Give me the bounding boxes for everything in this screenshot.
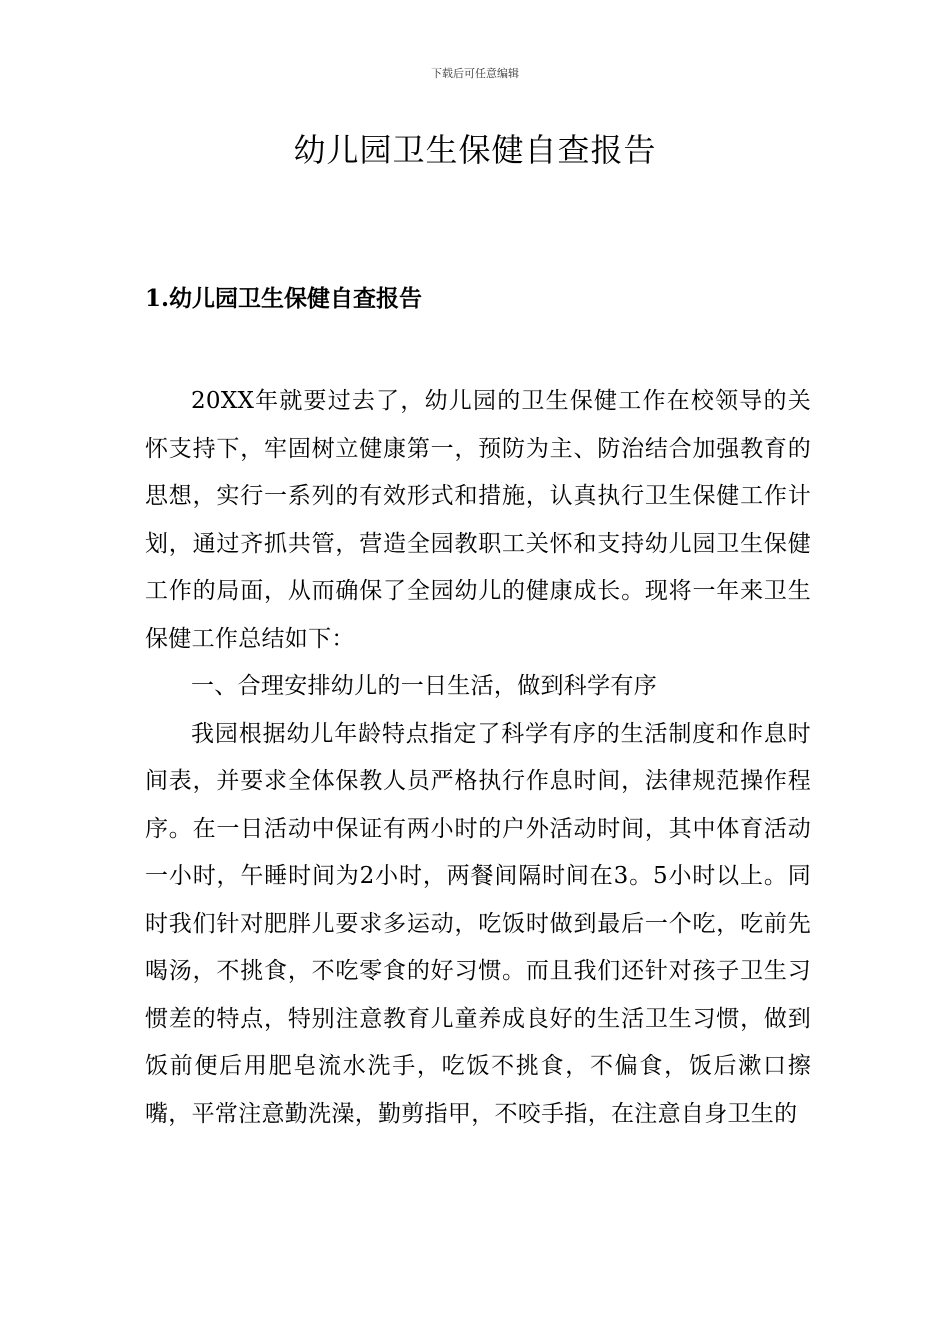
section-heading: 1.幼儿园卫生保健自查报告: [145, 285, 423, 312]
paragraph-intro: 20XX年就要过去了，幼儿园的卫生保健工作在校领导的关怀支持下，牢固树立健康第一，预防为主、防治结合加强教育的思想，实行一系列的有效形式和措施，认真执行卫生保健工作计划，通过齐抓共管，营造全园教职工关怀和支持幼儿园卫生保健工作的局面，从而确保了全园幼儿的健康成长。现将一年来卫生保健工作总结如下：: [145, 388, 811, 652]
paragraph-daily-life: 我园根据幼儿年龄特点指定了科学有序的生活制度和作息时间表，并要求全体保教人员严格执行作息时间，法律规范操作程序。在一日活动中保证有两小时的户外活动时间，其中体育活动一小时，午睡时间为2小时，两餐间隔时间在3。5小时以上。同时我们针对肥胖儿要求多运动，吃饭时做到最后一个吃，吃前先喝汤，不挑食，不吃零食的好习惯。而且我们还针对孩子卫生习惯差的特点，特别注意教育儿童养成良好的生活卫生习惯，做到饭前便后用肥皂流水洗手，吃饭不挑食，不偏食，饭后漱口擦嘴，平常注意勤洗澡，勤剪指甲，不咬手指，在注意自身卫生的: [145, 720, 811, 1127]
document-body: [145, 378, 811, 1138]
paragraph-subheading-1: 一、合理安排幼儿的一日生活，做到科学有序: [191, 673, 657, 699]
header-note: 下载后可任意编辑: [431, 67, 519, 80]
document-title: 幼儿园卫生保健自查报告: [293, 131, 657, 169]
